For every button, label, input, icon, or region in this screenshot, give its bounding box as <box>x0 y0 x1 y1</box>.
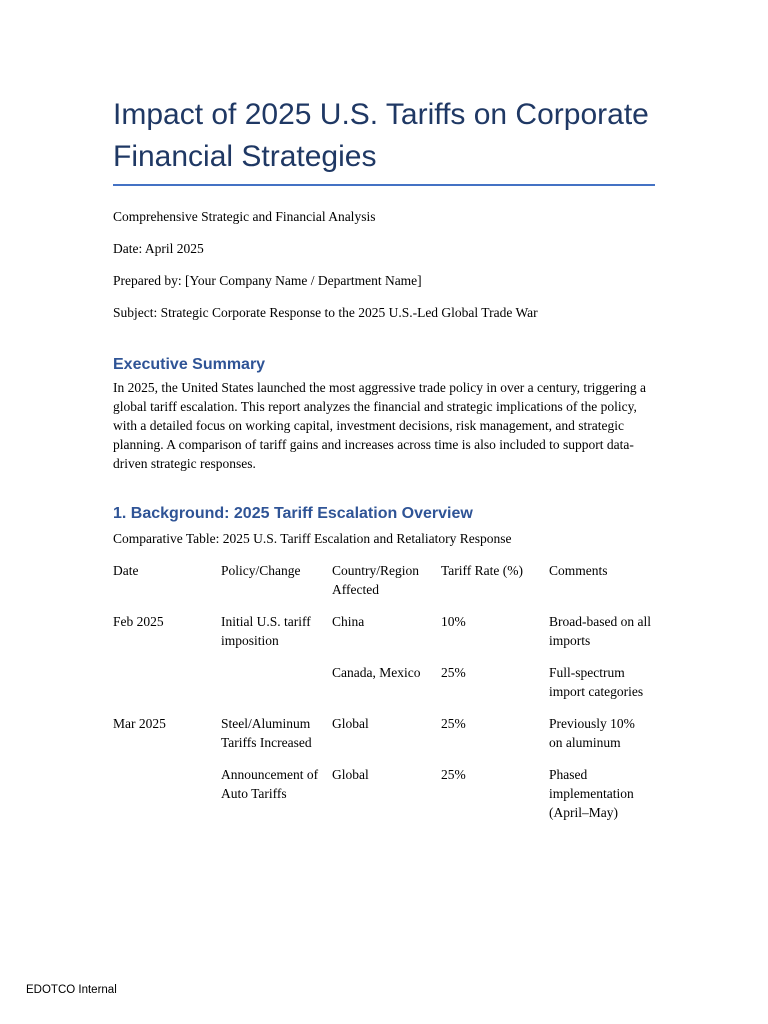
table-cell-date: Feb 2025 <box>113 614 164 629</box>
table-cell-tariff-rate: 25% <box>441 665 466 680</box>
table-cell-comments: Previously 10% on aluminum <box>549 716 635 750</box>
table-cell-comments: Phased implementation (April–May) <box>549 767 634 820</box>
table-cell-comments: Broad-based on all imports <box>549 614 651 648</box>
footer-classification-label: EDOTCO Internal <box>26 984 117 996</box>
table-cell-comments: Full-spectrum import categories <box>549 665 644 699</box>
document-meta <box>113 207 655 322</box>
column-header-policy: Policy/Change <box>221 563 301 578</box>
table-caption: Comparative Table: 2025 U.S. Tariff Escalation and Retaliatory Response <box>113 531 512 546</box>
document-subtitle: Comprehensive Strategic and Financial Analysis <box>113 209 376 224</box>
tariff-table <box>113 561 655 835</box>
document-subject: Subject: Strategic Corporate Response to the 2025 U.S.-Led Global Trade War <box>113 305 538 320</box>
executive-summary-section <box>113 354 655 473</box>
executive-summary-heading: Executive Summary <box>113 356 266 373</box>
table-cell-country: Canada, Mexico <box>332 665 421 680</box>
table-cell-policy: Initial U.S. tariff imposition <box>221 614 311 648</box>
table-cell-country: Global <box>332 767 369 782</box>
table-cell-date: Mar 2025 <box>113 716 166 731</box>
table-cell-policy: Steel/Aluminum Tariffs Increased <box>221 716 312 750</box>
document-page <box>113 94 655 835</box>
document-prepared-by: Prepared by: [Your Company Name / Department Name] <box>113 273 422 288</box>
table-row <box>113 663 655 714</box>
table-row <box>113 714 655 765</box>
table-cell-tariff-rate: 10% <box>441 614 466 629</box>
table-cell-country: Global <box>332 716 369 731</box>
table-cell-policy: Announcement of Auto Tariffs <box>221 767 319 801</box>
table-row <box>113 765 655 835</box>
table-cell-country: China <box>332 614 365 629</box>
column-header-country: Country/Region Affected <box>332 563 419 597</box>
table-cell-tariff-rate: 25% <box>441 767 466 782</box>
table-cell-policy <box>221 663 332 714</box>
table-cell-date <box>113 765 221 835</box>
table-header-row <box>113 561 655 612</box>
document-date: Date: April 2025 <box>113 241 204 256</box>
column-header-tariff-rate: Tariff Rate (%) <box>441 563 524 578</box>
table-cell-date <box>113 663 221 714</box>
background-section <box>113 503 655 835</box>
column-header-date: Date <box>113 563 139 578</box>
background-heading: 1. Background: 2025 Tariff Escalation Overview <box>113 505 473 522</box>
executive-summary-body: In 2025, the United States launched the most aggressive trade policy in over a century, triggering a global tariff escalation. This report analyzes the financial and strategic implications of the policy, with a detailed focus on working capital, investment decisions, risk management, and strategic planning. A comparison of tariff gains and increases across time is also included to support data-driven strategic responses. <box>113 380 646 471</box>
document-title: Impact of 2025 U.S. Tariffs on Corporate Financial Strategies <box>113 94 655 186</box>
column-header-comments: Comments <box>549 563 608 578</box>
table-row <box>113 612 655 663</box>
table-cell-tariff-rate: 25% <box>441 716 466 731</box>
